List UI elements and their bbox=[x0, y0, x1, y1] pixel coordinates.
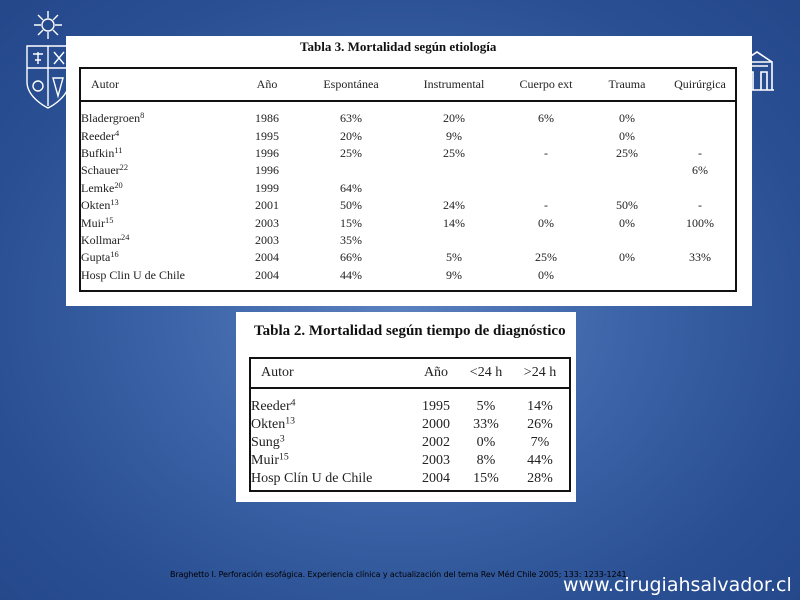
table-row bbox=[81, 214, 735, 231]
year-cell: 1999 bbox=[255, 180, 279, 195]
table2-header-row bbox=[251, 359, 569, 388]
gt24-cell: 44% bbox=[527, 452, 553, 468]
table-row bbox=[81, 232, 735, 249]
instrumental-cell: 20% bbox=[443, 111, 465, 126]
quirurgica-cell: 100% bbox=[686, 215, 714, 230]
espontanea-cell: 25% bbox=[340, 145, 362, 160]
espontanea-cell: 66% bbox=[340, 250, 362, 265]
trauma-cell: 0% bbox=[619, 250, 635, 265]
table-row bbox=[251, 451, 569, 469]
trauma-cell: 25% bbox=[616, 145, 638, 160]
reference-number: 15 bbox=[105, 215, 114, 225]
year-cell: 1995 bbox=[422, 399, 450, 415]
instrumental-cell: 5% bbox=[446, 250, 462, 265]
year-cell: 1995 bbox=[255, 128, 279, 143]
column-header-quirurgica: Quirúrgica bbox=[665, 69, 735, 101]
quirurgica-cell: 33% bbox=[689, 250, 711, 265]
espontanea-cell: 15% bbox=[340, 215, 362, 230]
quirurgica-cell bbox=[665, 232, 735, 249]
table2-frame bbox=[249, 357, 571, 492]
instrumental-cell bbox=[405, 232, 503, 249]
year-cell: 2003 bbox=[255, 215, 279, 230]
author-name: Bufkin bbox=[81, 145, 115, 160]
year-cell: 1996 bbox=[255, 145, 279, 160]
cuerpo-ext-cell: - bbox=[544, 198, 548, 213]
reference-number: 15 bbox=[279, 451, 289, 463]
column-header-ano: Año bbox=[411, 359, 461, 388]
espontanea-cell: 20% bbox=[340, 128, 362, 143]
espontanea-cell bbox=[297, 162, 405, 179]
table3-frame bbox=[79, 67, 737, 292]
trauma-cell bbox=[589, 267, 665, 284]
trauma-cell: 0% bbox=[619, 215, 635, 230]
author-name: Muir bbox=[81, 215, 105, 230]
espontanea-cell: 64% bbox=[340, 180, 362, 195]
author-cell bbox=[81, 232, 237, 249]
author-cell bbox=[81, 127, 237, 144]
author-name: Schauer bbox=[81, 163, 120, 178]
reference-number: 3 bbox=[279, 433, 285, 445]
instrumental-cell: 25% bbox=[443, 145, 465, 160]
author-name: Hosp Clín U de Chile bbox=[251, 470, 373, 486]
year-cell: 2003 bbox=[255, 232, 279, 247]
reference-number: 20 bbox=[114, 180, 123, 190]
instrumental-cell bbox=[405, 162, 503, 179]
quirurgica-cell bbox=[665, 180, 735, 197]
lt24-cell: 33% bbox=[473, 417, 499, 433]
table3-header-row bbox=[81, 69, 735, 101]
instrumental-cell: 14% bbox=[443, 215, 465, 230]
author-name: Reeder bbox=[81, 128, 115, 143]
website-url: www.cirugiahsalvador.cl bbox=[563, 574, 792, 596]
year-cell: 2004 bbox=[255, 267, 279, 282]
espontanea-cell: 50% bbox=[340, 198, 362, 213]
author-name: Lemke bbox=[81, 180, 115, 195]
table-row bbox=[251, 469, 569, 487]
cuerpo-ext-cell bbox=[503, 232, 589, 249]
cuerpo-ext-cell: 0% bbox=[538, 215, 554, 230]
instrumental-cell bbox=[405, 180, 503, 197]
year-cell: 1996 bbox=[255, 163, 279, 178]
instrumental-cell: 24% bbox=[443, 198, 465, 213]
trauma-cell: 0% bbox=[619, 128, 635, 143]
lt24-cell: 5% bbox=[476, 399, 496, 415]
column-header-lt24: <24 h bbox=[461, 359, 511, 388]
table-row bbox=[251, 434, 569, 452]
trauma-cell bbox=[589, 232, 665, 249]
trauma-cell bbox=[589, 162, 665, 179]
author-name: Okten bbox=[251, 417, 286, 433]
reference-number: 16 bbox=[110, 250, 119, 260]
column-header-trauma: Trauma bbox=[589, 69, 665, 101]
table-row bbox=[81, 162, 735, 179]
gt24-cell: 14% bbox=[527, 399, 553, 415]
reference-number: 8 bbox=[140, 111, 145, 121]
author-cell bbox=[251, 451, 411, 469]
author-cell bbox=[251, 388, 411, 416]
author-name: Kollmar bbox=[81, 232, 121, 247]
gt24-cell: 28% bbox=[527, 470, 553, 486]
author-cell bbox=[251, 416, 411, 434]
year-cell: 2004 bbox=[422, 470, 450, 486]
cuerpo-ext-cell: 6% bbox=[538, 111, 554, 126]
year-cell: 2002 bbox=[422, 434, 450, 450]
quirurgica-cell bbox=[665, 101, 735, 127]
cuerpo-ext-cell: 0% bbox=[538, 267, 554, 282]
reference-number: 22 bbox=[119, 163, 129, 173]
instrumental-cell: 9% bbox=[446, 267, 462, 282]
quirurgica-cell: - bbox=[698, 198, 702, 213]
citation-caption: Braghetto I. Perforación esofágica. Experiencia clínica y actualización del tema Rev Méd Chile 2005; 133: 1233-1241 bbox=[170, 570, 627, 579]
quirurgica-cell bbox=[665, 267, 735, 284]
table-row bbox=[81, 145, 735, 162]
quirurgica-cell bbox=[665, 127, 735, 144]
column-header-ano: Año bbox=[237, 69, 297, 101]
table-row bbox=[81, 267, 735, 284]
author-cell bbox=[81, 101, 237, 127]
year-cell: 2004 bbox=[255, 250, 279, 265]
table2-panel bbox=[236, 312, 576, 502]
year-cell: 2000 bbox=[422, 417, 450, 433]
column-header-espontanea: Espontánea bbox=[297, 69, 405, 101]
cuerpo-ext-cell: - bbox=[544, 145, 548, 160]
column-header-cuerpo-ext: Cuerpo ext bbox=[503, 69, 589, 101]
cuerpo-ext-cell bbox=[503, 127, 589, 144]
trauma-cell bbox=[589, 180, 665, 197]
author-name: Muir bbox=[251, 452, 279, 468]
gt24-cell: 26% bbox=[527, 417, 553, 433]
table3-panel bbox=[66, 36, 752, 306]
table-row bbox=[251, 416, 569, 434]
table2-title: Tabla 2. Mortalidad según tiempo de diagnóstico bbox=[254, 323, 566, 339]
gt24-cell: 7% bbox=[530, 434, 550, 450]
cuerpo-ext-cell bbox=[503, 162, 589, 179]
author-name: Bladergroen bbox=[81, 111, 141, 126]
author-name: Okten bbox=[81, 198, 111, 213]
table-row bbox=[81, 180, 735, 197]
author-cell bbox=[251, 469, 411, 487]
espontanea-cell: 35% bbox=[340, 232, 362, 247]
author-name: Hosp Clin U de Chile bbox=[81, 267, 185, 282]
table-row bbox=[81, 127, 735, 144]
table-row bbox=[81, 101, 735, 127]
column-header-autor: Autor bbox=[251, 359, 411, 388]
year-cell: 2003 bbox=[422, 452, 450, 468]
quirurgica-cell: 6% bbox=[692, 163, 708, 178]
column-header-autor: Autor bbox=[81, 69, 237, 101]
reference-number: 24 bbox=[121, 233, 130, 243]
espontanea-cell: 44% bbox=[340, 267, 362, 282]
table-row bbox=[81, 249, 735, 266]
trauma-cell: 50% bbox=[616, 198, 638, 213]
reference-number: 4 bbox=[114, 128, 120, 138]
trauma-cell: 0% bbox=[619, 111, 635, 126]
author-name: Reeder bbox=[251, 399, 291, 415]
reference-number: 4 bbox=[290, 397, 296, 409]
author-cell bbox=[81, 162, 237, 179]
reference-number: 13 bbox=[285, 415, 296, 427]
instrumental-cell: 9% bbox=[446, 128, 462, 143]
table2 bbox=[251, 359, 569, 487]
author-cell bbox=[81, 249, 237, 266]
author-cell bbox=[251, 434, 411, 452]
table3-title: Tabla 3. Mortalidad según etiología bbox=[300, 39, 497, 54]
author-name: Gupta bbox=[81, 250, 111, 265]
author-cell bbox=[81, 267, 237, 284]
author-cell bbox=[81, 197, 237, 214]
lt24-cell: 8% bbox=[476, 452, 496, 468]
author-cell bbox=[81, 145, 237, 162]
table3 bbox=[81, 69, 735, 284]
table-row bbox=[81, 197, 735, 214]
year-cell: 1986 bbox=[255, 111, 279, 126]
table-row bbox=[251, 388, 569, 416]
reference-number: 13 bbox=[110, 198, 119, 208]
author-name: Sung bbox=[251, 434, 280, 450]
lt24-cell: 15% bbox=[473, 470, 499, 486]
column-header-gt24: >24 h bbox=[511, 359, 569, 388]
year-cell: 2001 bbox=[255, 198, 279, 213]
cuerpo-ext-cell bbox=[503, 180, 589, 197]
author-cell bbox=[81, 214, 237, 231]
cuerpo-ext-cell: 25% bbox=[535, 250, 557, 265]
column-header-instrumental: Instrumental bbox=[405, 69, 503, 101]
espontanea-cell: 63% bbox=[340, 111, 362, 126]
lt24-cell: 0% bbox=[476, 434, 496, 450]
quirurgica-cell: - bbox=[698, 145, 702, 160]
author-cell bbox=[81, 180, 237, 197]
reference-number: 11 bbox=[114, 146, 123, 156]
